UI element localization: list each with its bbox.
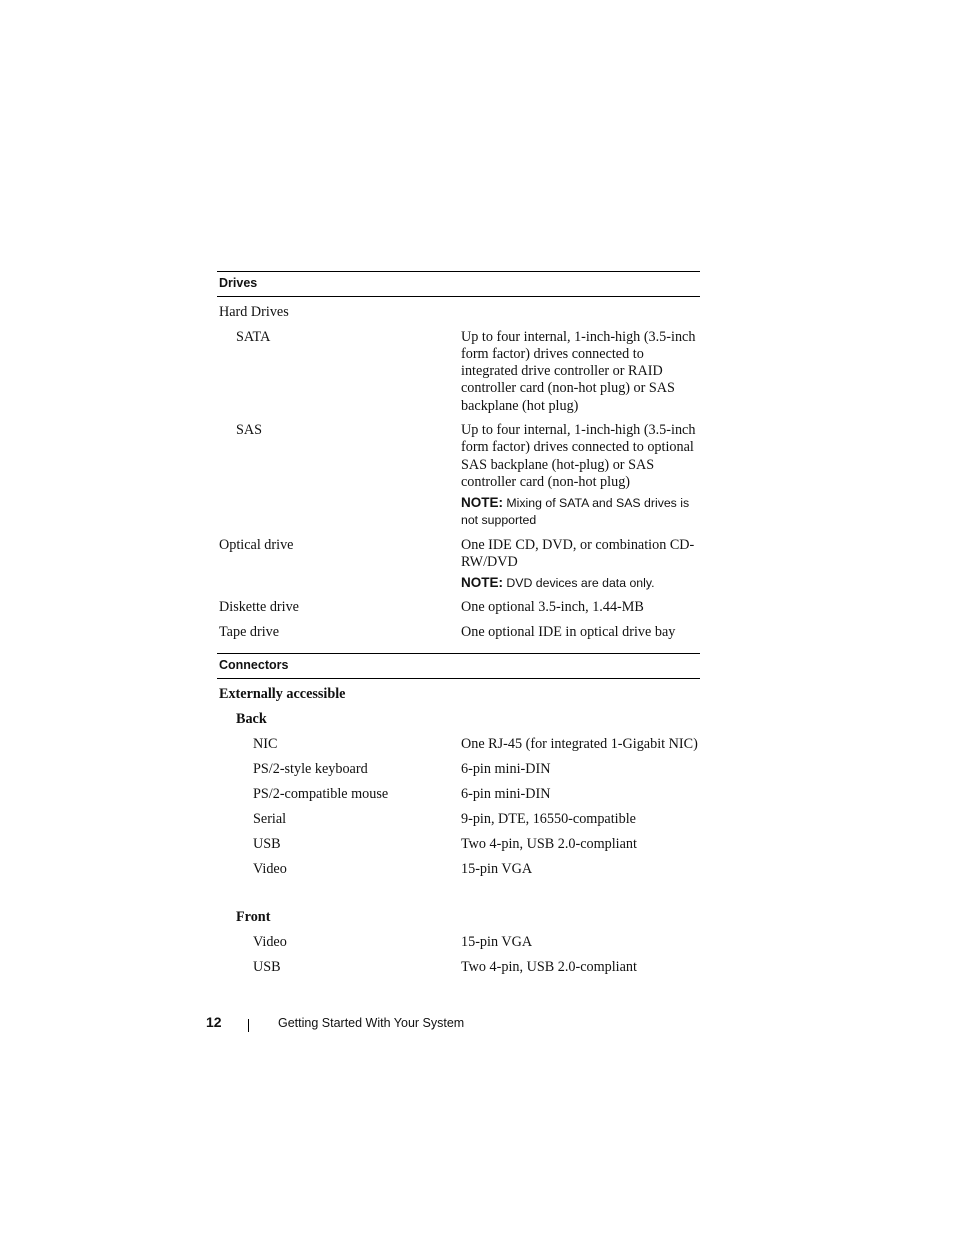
row-label: USB bbox=[253, 836, 281, 853]
row-value: 6-pin mini-DIN bbox=[461, 786, 551, 803]
row-externally-accessible bbox=[217, 686, 700, 703]
connector-row bbox=[217, 811, 700, 828]
note bbox=[461, 574, 700, 592]
note-tag: NOTE: bbox=[461, 574, 503, 590]
row-tape-drive bbox=[217, 624, 700, 641]
row-label: Serial bbox=[253, 811, 287, 828]
front-connector-list bbox=[217, 934, 700, 976]
page-footer bbox=[0, 1014, 954, 1036]
note-tag: NOTE: bbox=[461, 495, 503, 511]
row-diskette-drive bbox=[217, 599, 700, 616]
row-sas bbox=[217, 422, 700, 529]
row-value: One IDE CD, DVD, or combination CD-RW/DVD bbox=[461, 536, 695, 570]
connector-row bbox=[217, 959, 700, 976]
row-label: Tape drive bbox=[219, 624, 280, 641]
connector-row bbox=[217, 836, 700, 853]
connector-row bbox=[217, 761, 700, 778]
row-value: One optional 3.5-inch, 1.44-MB bbox=[461, 599, 644, 616]
row-label: Diskette drive bbox=[219, 599, 299, 616]
row-front bbox=[217, 909, 700, 926]
note-text: DVD devices are data only. bbox=[506, 575, 655, 590]
note bbox=[461, 494, 700, 529]
row-label: Externally accessible bbox=[219, 686, 346, 703]
connector-row bbox=[217, 786, 700, 803]
page-number: 12 bbox=[206, 1014, 222, 1030]
row-label: SATA bbox=[236, 328, 271, 345]
row-value: One optional IDE in optical drive bay bbox=[461, 624, 676, 641]
row-label: Optical drive bbox=[219, 536, 294, 553]
row-label: SAS bbox=[236, 422, 263, 439]
row-value: 6-pin mini-DIN bbox=[461, 761, 551, 778]
row-label: NIC bbox=[253, 736, 278, 753]
note-text: Mixing of SATA and SAS drives is not supported bbox=[461, 496, 690, 528]
footer-title: Getting Started With Your System bbox=[278, 1016, 465, 1030]
connector-row bbox=[217, 861, 700, 878]
row-value: 15-pin VGA bbox=[461, 934, 533, 951]
row-optical-drive bbox=[217, 537, 700, 592]
row-label: PS/2-style keyboard bbox=[253, 761, 368, 778]
specifications-table bbox=[217, 271, 700, 976]
row-back bbox=[217, 711, 700, 728]
row-label: Hard Drives bbox=[219, 304, 289, 320]
row-value: Up to four internal, 1-inch-high (3.5-inch form factor) drives connected to integrated drive controller or RAID controller card (non-hot plug) or SAS backplane (hot plug) bbox=[461, 328, 696, 414]
row-value: Two 4-pin, USB 2.0-compliant bbox=[461, 836, 637, 853]
row-label: Front bbox=[236, 909, 271, 926]
row-label: USB bbox=[253, 959, 281, 976]
row-value: Up to four internal, 1-inch-high (3.5-inch form factor) drives connected to optional SAS backplane (hot-plug) or SAS controller card (non-hot plug) bbox=[461, 422, 696, 490]
connector-row bbox=[217, 736, 700, 753]
row-label: Back bbox=[236, 711, 267, 728]
section-header-drives: Drives bbox=[217, 271, 700, 297]
row-value: One RJ-45 (for integrated 1-Gigabit NIC) bbox=[461, 736, 698, 753]
row-sata bbox=[217, 329, 700, 415]
row-label: Video bbox=[253, 934, 287, 951]
footer-separator bbox=[248, 1019, 249, 1032]
section-header-connectors: Connectors bbox=[217, 653, 700, 679]
row-hard-drives bbox=[217, 304, 700, 321]
row-value: 9-pin, DTE, 16550-compatible bbox=[461, 811, 636, 828]
back-connector-list bbox=[217, 736, 700, 878]
connector-row bbox=[217, 934, 700, 951]
row-label: Video bbox=[253, 861, 287, 878]
row-value: Two 4-pin, USB 2.0-compliant bbox=[461, 959, 637, 976]
row-label: PS/2-compatible mouse bbox=[253, 786, 389, 803]
row-value: 15-pin VGA bbox=[461, 861, 533, 878]
